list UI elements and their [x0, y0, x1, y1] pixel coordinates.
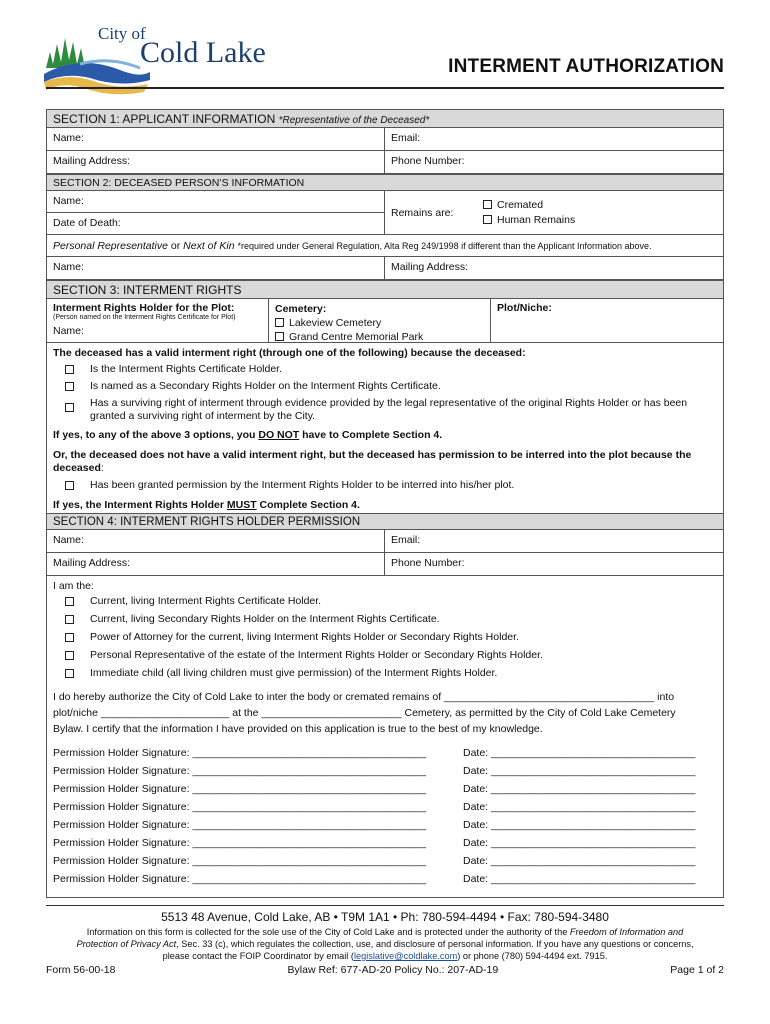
plot-niche-field[interactable] [491, 299, 723, 342]
if-yes-1-a: If yes, to any of the above 3 options, you [53, 429, 256, 441]
rep-b: Next of Kin [183, 240, 235, 252]
i-am-option-checkbox[interactable] [65, 651, 74, 660]
page-number: Page 1 of 2 [670, 964, 724, 976]
date-field[interactable]: Date: ___________________________________ [463, 783, 696, 795]
i-am-option[interactable] [47, 593, 723, 611]
permission-body [46, 576, 724, 898]
valid-option-1-label: Is the Interment Rights Certificate Holder. [90, 363, 282, 375]
section-1-header [46, 109, 724, 128]
date-field[interactable]: Date: ___________________________________ [463, 747, 696, 759]
signature-row[interactable] [47, 745, 723, 763]
document-title: INTERMENT AUTHORIZATION [448, 56, 724, 77]
i-am-option-label: Personal Representative of the estate of the Interment Rights Holder or Secondary Rights Holder. [90, 649, 543, 661]
representative-note [46, 235, 724, 257]
remains-label: Remains are: [391, 206, 454, 219]
if-yes-2-a: If yes, the Interment Rights Holder [53, 499, 224, 511]
logo-name-text: Cold Lake [140, 36, 266, 69]
permission-option-checkbox[interactable] [65, 481, 74, 490]
rep-or: or [170, 240, 181, 252]
signature-field[interactable]: Permission Holder Signature: ________________________________________ [53, 855, 427, 867]
valid-option-3[interactable] [47, 395, 723, 425]
signature-lines [47, 737, 723, 889]
if-yes-2-b: MUST [226, 499, 257, 511]
section-1-title: SECTION 1: APPLICANT INFORMATION [53, 112, 276, 126]
rep-a: Personal Representative [53, 240, 168, 252]
grand-centre-checkbox[interactable] [275, 332, 284, 341]
holder-permission-mailing-field[interactable] [47, 553, 385, 575]
authorization-line-1: I do hereby authorize the City of Cold Lake to inter the body or cremated remains of ____________________________________ into [53, 691, 675, 703]
signature-row[interactable] [47, 853, 723, 871]
cremated-label: Cremated [497, 198, 544, 211]
applicant-mailing-field[interactable] [47, 151, 385, 173]
permission-option[interactable] [47, 477, 723, 494]
holder-permission-email-label: Email: [391, 534, 421, 546]
rep-note: *required under General Regulation, Alta Reg 249/1998 if different than the Applicant Information above. [237, 241, 652, 251]
permission-option-label: Has been granted permission by the Interment Rights Holder to be interred into his/her plot. [90, 479, 515, 491]
signature-row[interactable] [47, 817, 723, 835]
city-logo [40, 24, 280, 104]
human-remains-checkbox[interactable] [483, 215, 492, 224]
signature-field[interactable]: Permission Holder Signature: ________________________________________ [53, 873, 427, 885]
cemetery-label: Cemetery: [275, 303, 327, 315]
applicant-name-field[interactable] [47, 128, 385, 150]
cremated-checkbox[interactable] [483, 200, 492, 209]
holder-permission-email-field[interactable] [385, 530, 723, 552]
lakeview-option[interactable] [275, 316, 484, 330]
holder-name-label: Name: [53, 325, 84, 337]
or-intro-text: Or, the deceased does not have a valid interment right, but the deceased has permission to be interred into the plot because the deceased [53, 449, 692, 474]
privacy-1a: Information on this form is collected for the sole use of the City of Cold Lake and is protected under the authority of the [86, 927, 568, 937]
valid-option-2[interactable] [47, 378, 723, 395]
deceased-name-label: Name: [53, 195, 84, 207]
section-4-header [46, 513, 724, 530]
form-number: Form 56-00-18 [46, 964, 116, 976]
holder-permission-name-label: Name: [53, 534, 84, 546]
privacy-notice [46, 926, 724, 962]
holder-name-field[interactable] [53, 325, 262, 337]
title-divider [46, 87, 724, 89]
date-field[interactable]: Date: ___________________________________ [463, 837, 696, 849]
i-am-option-label: Power of Attorney for the current, living Interment Rights Holder or Secondary Rights Holder. [90, 631, 519, 643]
or-intro [47, 445, 723, 477]
date-field[interactable]: Date: ___________________________________ [463, 801, 696, 813]
cremated-option[interactable] [483, 198, 575, 213]
death-date-label: Date of Death: [53, 217, 121, 229]
privacy-3a: please contact the FOIP Coordinator by email ( [162, 951, 354, 961]
rep-mailing-label: Mailing Address: [391, 261, 469, 273]
if-yes-1-b: DO NOT [258, 429, 300, 441]
section-3-title: SECTION 3: INTERMENT RIGHTS [53, 283, 242, 297]
signature-row[interactable] [47, 763, 723, 781]
holder-permission-phone-field[interactable] [385, 553, 723, 575]
i-am-option[interactable] [47, 629, 723, 647]
logo-city-text: City of [98, 24, 146, 43]
authorization-text [47, 683, 723, 737]
i-am-option-label: Current, living Secondary Rights Holder on the Interment Rights Certificate. [90, 613, 440, 625]
holder-permission-mailing-label: Mailing Address: [53, 557, 131, 569]
valid-option-2-label: Is named as a Secondary Rights Holder on the Interment Rights Certificate. [90, 380, 441, 392]
valid-option-3-label: Has a surviving right of interment through evidence provided by the legal representative of the original Rights Holder or has been granted a surviving right of interment by the City. [90, 397, 688, 422]
signature-field[interactable]: Permission Holder Signature: ________________________________________ [53, 837, 427, 849]
i-am-option-checkbox[interactable] [65, 633, 74, 642]
death-date-field[interactable] [47, 213, 384, 234]
footer-bottom [46, 964, 724, 976]
privacy-2b: , Sec. 33 (c), which regulates the collection, use, and disclosure of personal information. If you have any questions or concerns, [176, 939, 694, 949]
valid-option-2-checkbox[interactable] [65, 382, 74, 391]
date-field[interactable]: Date: ___________________________________ [463, 765, 696, 777]
i-am-option-checkbox[interactable] [65, 669, 74, 678]
i-am-option[interactable] [47, 647, 723, 665]
interment-form [46, 109, 724, 898]
bylaw-ref: Bylaw Ref: 677-AD-20 Policy No.: 207-AD-19 [287, 964, 499, 976]
section-4-title: SECTION 4: INTERMENT RIGHTS HOLDER PERMISSION [53, 516, 361, 528]
signature-field[interactable]: Permission Holder Signature: ________________________________________ [53, 747, 427, 759]
i-am-option-checkbox[interactable] [65, 615, 74, 624]
human-remains-option[interactable] [483, 213, 575, 228]
i-am-option[interactable] [47, 665, 723, 683]
i-am-option[interactable] [47, 611, 723, 629]
i-am-option-label: Current, living Interment Rights Certificate Holder. [90, 595, 322, 607]
if-yes-1-c: have to Complete Section 4. [302, 429, 443, 441]
authorization-line-3: Bylaw. I certify that the information I have provided on this application is true to the best of my knowledge. [53, 723, 543, 735]
i-am-options [47, 593, 723, 683]
signature-row[interactable] [47, 835, 723, 853]
holder-permission-phone-label: Phone Number: [391, 557, 465, 569]
section-1-note: *Representative of the Deceased* [278, 115, 430, 126]
footer-address: 5513 48 Avenue, Cold Lake, AB • T9M 1A1 • Ph: 780-594-4494 • Fax: 780-594-3480 [161, 910, 609, 924]
plot-niche-label: Plot/Niche: [497, 302, 552, 314]
if-yes-2 [47, 494, 723, 511]
section-2-title: SECTION 2: DECEASED PERSON’S INFORMATION [53, 177, 305, 189]
holder-permission-name-field[interactable] [47, 530, 385, 552]
signature-row[interactable] [47, 871, 723, 889]
privacy-2a: Protection of Privacy Act [76, 939, 177, 949]
privacy-3b: ) or phone (780) 594-4494 ext. 7915. [457, 951, 608, 961]
date-field[interactable]: Date: ___________________________________ [463, 855, 696, 867]
date-field[interactable]: Date: ___________________________________ [463, 873, 696, 885]
applicant-name-label: Name: [53, 132, 84, 144]
authorization-line-2: plot/niche ______________________ at the ________________________ Cemetery, as permitted by the City of Cold Lake Cemetery [53, 707, 676, 719]
privacy-1b: Freedom of Information and [569, 927, 684, 937]
i-am-option-checkbox[interactable] [65, 597, 74, 606]
rep-mailing-field[interactable] [385, 257, 723, 279]
footer-divider [46, 905, 724, 906]
rep-name-label: Name: [53, 261, 84, 273]
if-yes-2-c: Complete Section 4. [259, 499, 360, 511]
rep-name-field[interactable] [47, 257, 385, 279]
signature-field[interactable]: Permission Holder Signature: ________________________________________ [53, 819, 427, 831]
foip-email-link[interactable]: legislative@coldlake.com [353, 951, 458, 961]
signature-row[interactable] [47, 799, 723, 817]
section-3-header [46, 280, 724, 299]
i-am-label: I am the: [53, 580, 94, 592]
lakeview-checkbox[interactable] [275, 318, 284, 327]
valid-intro: The deceased has a valid interment right (through one of the following) because the deceased: [53, 347, 526, 359]
signature-row[interactable] [47, 781, 723, 799]
i-am-option-label: Immediate child (all living children must give permission) of the Interment Rights Holder. [90, 667, 498, 679]
grand-centre-label: Grand Centre Memorial Park [289, 331, 424, 343]
applicant-phone-field[interactable] [385, 151, 723, 173]
human-remains-label: Human Remains [497, 213, 576, 226]
applicant-phone-label: Phone Number: [391, 155, 465, 167]
date-field[interactable]: Date: ___________________________________ [463, 819, 696, 831]
signature-field[interactable]: Permission Holder Signature: ________________________________________ [53, 765, 427, 777]
valid-option-1-checkbox[interactable] [65, 365, 74, 374]
interment-rights-body [46, 343, 724, 513]
applicant-email-label: Email: [391, 132, 421, 144]
holder-note: (Person named on the Interment Rights Certificate for Plot) [53, 314, 236, 321]
signature-field[interactable]: Permission Holder Signature: ________________________________________ [53, 801, 427, 813]
holder-label: Interment Rights Holder for the Plot: [53, 302, 235, 314]
or-intro-colon: : [100, 462, 104, 474]
grand-centre-option[interactable] [275, 330, 484, 344]
valid-option-1[interactable] [47, 361, 723, 378]
deceased-name-field[interactable] [47, 191, 384, 213]
valid-option-3-checkbox[interactable] [65, 403, 74, 412]
section-2-header [46, 174, 724, 191]
applicant-email-field[interactable] [385, 128, 723, 150]
applicant-mailing-label: Mailing Address: [53, 155, 131, 167]
if-yes-1 [47, 425, 723, 445]
signature-field[interactable]: Permission Holder Signature: ________________________________________ [53, 783, 427, 795]
lakeview-label: Lakeview Cemetery [289, 317, 382, 329]
